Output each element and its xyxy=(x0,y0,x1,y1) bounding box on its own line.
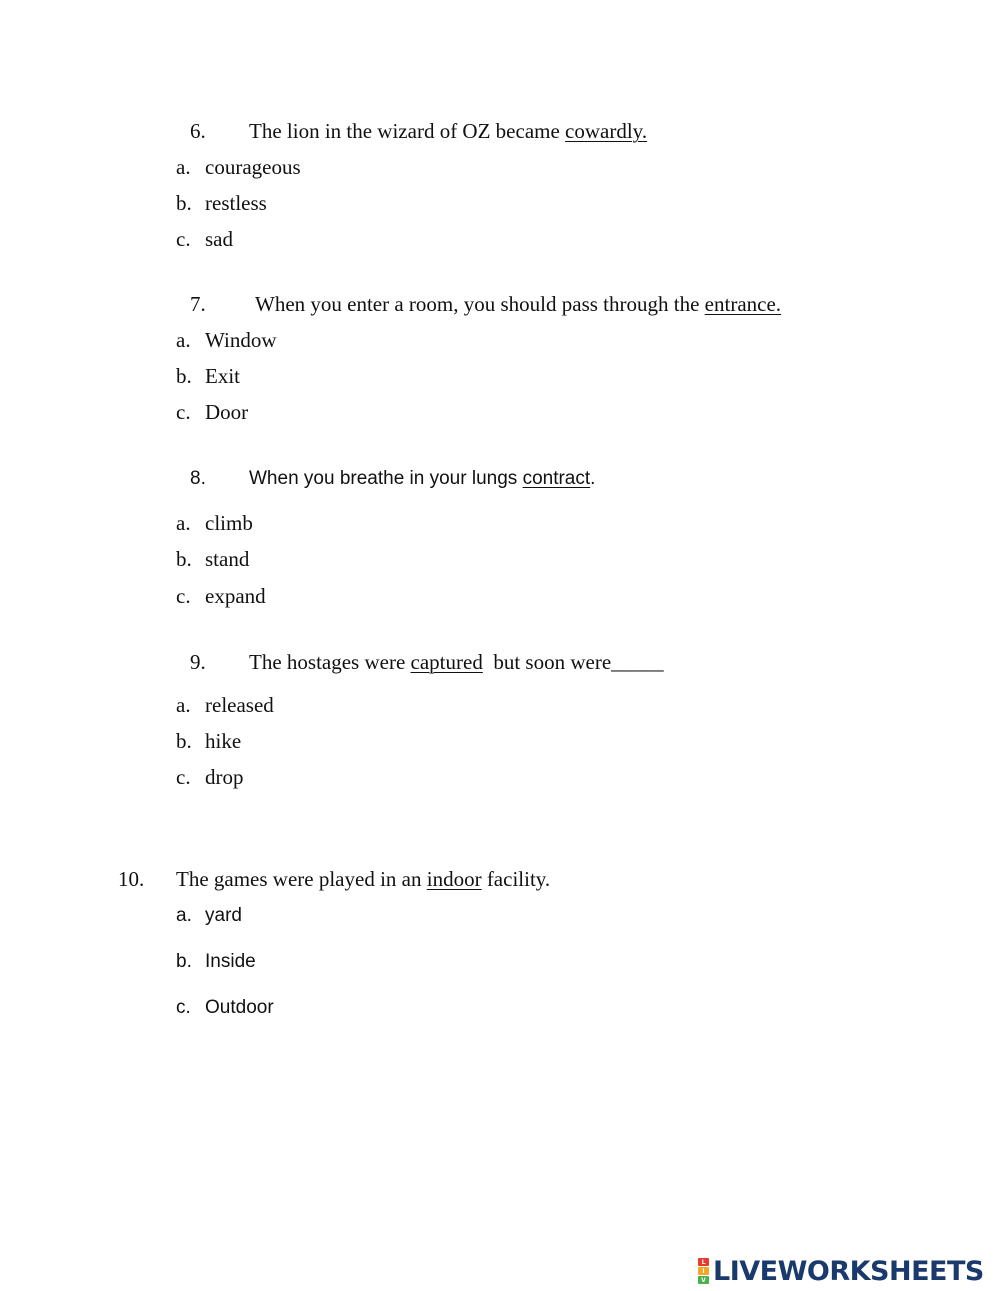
logo-text: LIVEWORKSHEETS xyxy=(713,1255,984,1287)
option-8c[interactable]: c. expand xyxy=(176,584,266,608)
logo-square: V xyxy=(698,1276,709,1284)
question-text: The hostages were captured but soon were_____ xyxy=(249,650,664,674)
question-number: 9. xyxy=(190,650,206,674)
question-number: 10. xyxy=(118,867,145,891)
underlined-word: cowardly. xyxy=(565,119,648,143)
question-10 xyxy=(118,867,551,891)
option-10b[interactable]: b. Inside xyxy=(176,951,256,972)
option-9a[interactable]: a. released xyxy=(176,693,274,717)
question-8 xyxy=(190,468,596,489)
option-7b[interactable]: b. Exit xyxy=(176,364,240,388)
question-text: The games were played in an indoor facility. xyxy=(176,867,551,891)
option-8a[interactable]: a. climb xyxy=(176,511,253,535)
option-9b[interactable]: b. hike xyxy=(176,729,242,753)
question-6 xyxy=(190,119,648,143)
option-6a[interactable]: a. courageous xyxy=(176,155,301,179)
option-6b[interactable]: b. restless xyxy=(176,191,267,215)
option-9c[interactable]: c. drop xyxy=(176,765,244,789)
question-text: When you enter a room, you should pass through the entrance. xyxy=(255,292,782,316)
underlined-word: contract xyxy=(522,468,591,489)
option-8b[interactable]: b. stand xyxy=(176,547,250,571)
question-text: When you breathe in your lungs contract. xyxy=(249,468,596,489)
logo-square: L xyxy=(698,1258,709,1266)
question-number: 6. xyxy=(190,119,206,143)
underlined-word: entrance. xyxy=(704,292,782,316)
question-number: 7. xyxy=(190,292,206,316)
option-7a[interactable]: a. Window xyxy=(176,328,277,352)
logo-square: I xyxy=(698,1267,709,1275)
liveworksheets-logo[interactable] xyxy=(698,1257,984,1285)
question-text: The lion in the wizard of OZ became cowardly. xyxy=(249,119,648,143)
question-7 xyxy=(190,292,782,316)
option-7c[interactable]: c. Door xyxy=(176,400,249,424)
option-10a[interactable]: a. yard xyxy=(176,905,242,926)
option-10c[interactable]: c. Outdoor xyxy=(176,997,274,1018)
question-9 xyxy=(190,650,664,674)
logo-squares-icon xyxy=(698,1258,709,1284)
underlined-word: captured xyxy=(410,650,483,674)
question-number: 8. xyxy=(190,468,206,489)
option-6c[interactable]: c. sad xyxy=(176,227,233,251)
underlined-word: indoor xyxy=(426,867,482,891)
